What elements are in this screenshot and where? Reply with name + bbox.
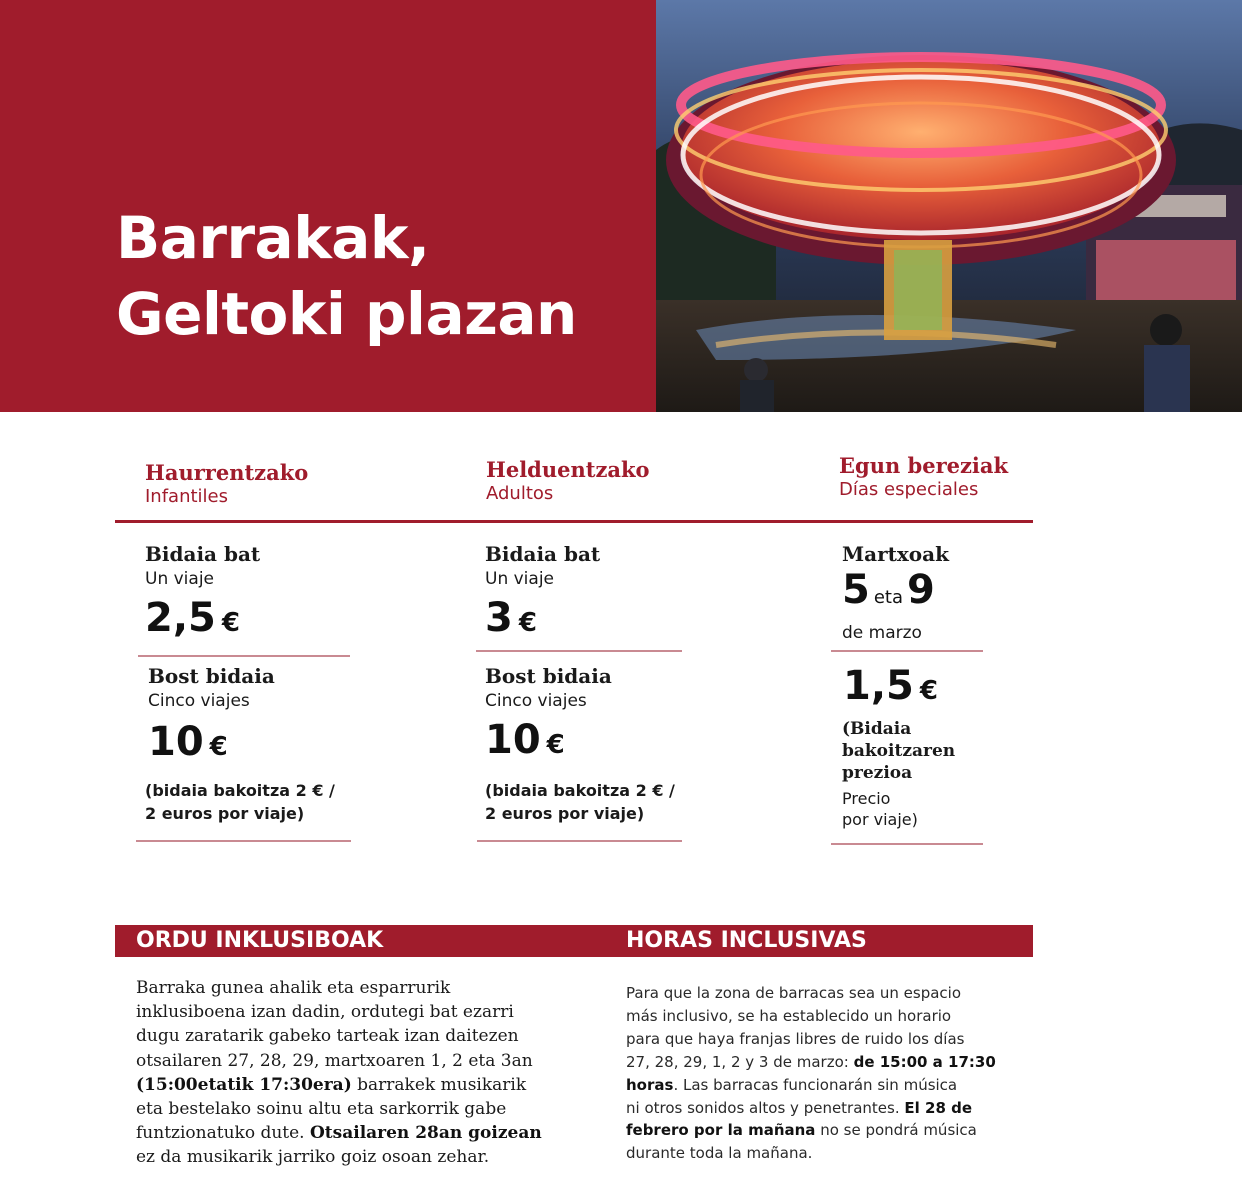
page-title-line-1: Barrakak, bbox=[116, 204, 430, 272]
divider bbox=[831, 650, 983, 652]
ticket-label-eu: Bost bidaia bbox=[148, 664, 275, 688]
special-price-note: (Bidaia bakoitzaren prezioa Precio por viaje) bbox=[842, 719, 956, 829]
ticket-price: 3 € bbox=[485, 595, 537, 641]
divider bbox=[831, 843, 983, 845]
adults-price-note: (bidaia bakoitza 2 € / 2 euros por viaje) bbox=[485, 781, 675, 823]
ticket-price: 1,5 € bbox=[843, 663, 938, 709]
kids-five-tickets bbox=[148, 663, 275, 774]
inclusive-title-eu: ORDU INKLUSIBOAK bbox=[136, 928, 384, 953]
special-days: 5 eta 9 bbox=[842, 567, 935, 613]
adults-five-tickets bbox=[485, 663, 612, 772]
inclusive-text-eu: Barraka gunea ahalik eta esparrurik inklusiboena izan dadin, ordutegi bat ezarri dugu zaratarik gabeko tarteak izan daitezen otsailaren 27, 28, 29, martxoaren 1, 2 eta 3an (15:00etatik 17:30era) barrakek musikarik eta bestelako soinu altu eta sarkorrik gabe funtzionatuko dute. Otsailaren 28an goizean ez da musikarik jarriko goiz osoan zehar. bbox=[136, 978, 542, 1168]
divider bbox=[138, 655, 350, 657]
column-title-es: Adultos bbox=[486, 483, 554, 504]
special-price bbox=[843, 659, 938, 718]
ticket-price: 2,5 € bbox=[145, 595, 240, 641]
hero-title-panel bbox=[0, 0, 656, 412]
special-dates bbox=[842, 541, 949, 645]
divider bbox=[476, 650, 682, 652]
column-title-eu: Haurrentzako bbox=[145, 460, 309, 485]
month-es: de marzo bbox=[842, 623, 922, 643]
ticket-label-es: Un viaje bbox=[485, 569, 555, 589]
ticket-label-eu: Bidaia bat bbox=[145, 542, 261, 566]
kids-price-note: (bidaia bakoitza 2 € / 2 euros por viaje) bbox=[145, 781, 335, 823]
carousel-illustration bbox=[656, 0, 1242, 412]
page-title-line-2: Geltoki plazan bbox=[116, 280, 577, 348]
column-header-special bbox=[839, 453, 1008, 501]
divider bbox=[477, 840, 682, 842]
header-divider bbox=[115, 520, 1033, 523]
ticket-label-eu: Bidaia bat bbox=[485, 542, 601, 566]
hero-banner bbox=[0, 0, 1242, 412]
column-title-eu: Egun bereziak bbox=[839, 453, 1009, 478]
carousel-photo bbox=[656, 0, 1242, 412]
ticket-label-es: Cinco viajes bbox=[485, 691, 587, 711]
adults-single-ticket bbox=[485, 541, 600, 650]
ticket-label-eu: Bost bidaia bbox=[485, 664, 612, 688]
column-title-es: Días especiales bbox=[839, 479, 979, 500]
page-title bbox=[116, 200, 577, 352]
ticket-price: 10 € bbox=[148, 719, 228, 765]
column-header-kids bbox=[145, 460, 308, 508]
inclusive-title-es: HORAS INCLUSIVAS bbox=[626, 928, 867, 953]
column-title-eu: Helduentzako bbox=[486, 457, 650, 482]
ticket-price: 10 € bbox=[485, 717, 565, 763]
divider bbox=[136, 840, 351, 842]
ticket-label-es: Un viaje bbox=[145, 569, 215, 589]
column-title-es: Infantiles bbox=[145, 486, 229, 507]
ticket-label-es: Cinco viajes bbox=[148, 691, 250, 711]
column-header-adults bbox=[486, 457, 650, 505]
kids-single-ticket bbox=[145, 541, 260, 650]
inclusive-text-es: Para que la zona de barracas sea un espacio más inclusivo, se ha establecido un horario para que haya franjas libres de ruido los días 27, 28, 29, 1, 2 y 3 de marzo: de 15:00 a 17:30 horas. Las barracas funcionarán sin música ni otros sonidos altos y penetrantes. El 28 de febrero por la mañana no se pondrá música durante toda la mañana. bbox=[626, 984, 996, 1163]
month-eu: Martxoak bbox=[842, 542, 949, 566]
